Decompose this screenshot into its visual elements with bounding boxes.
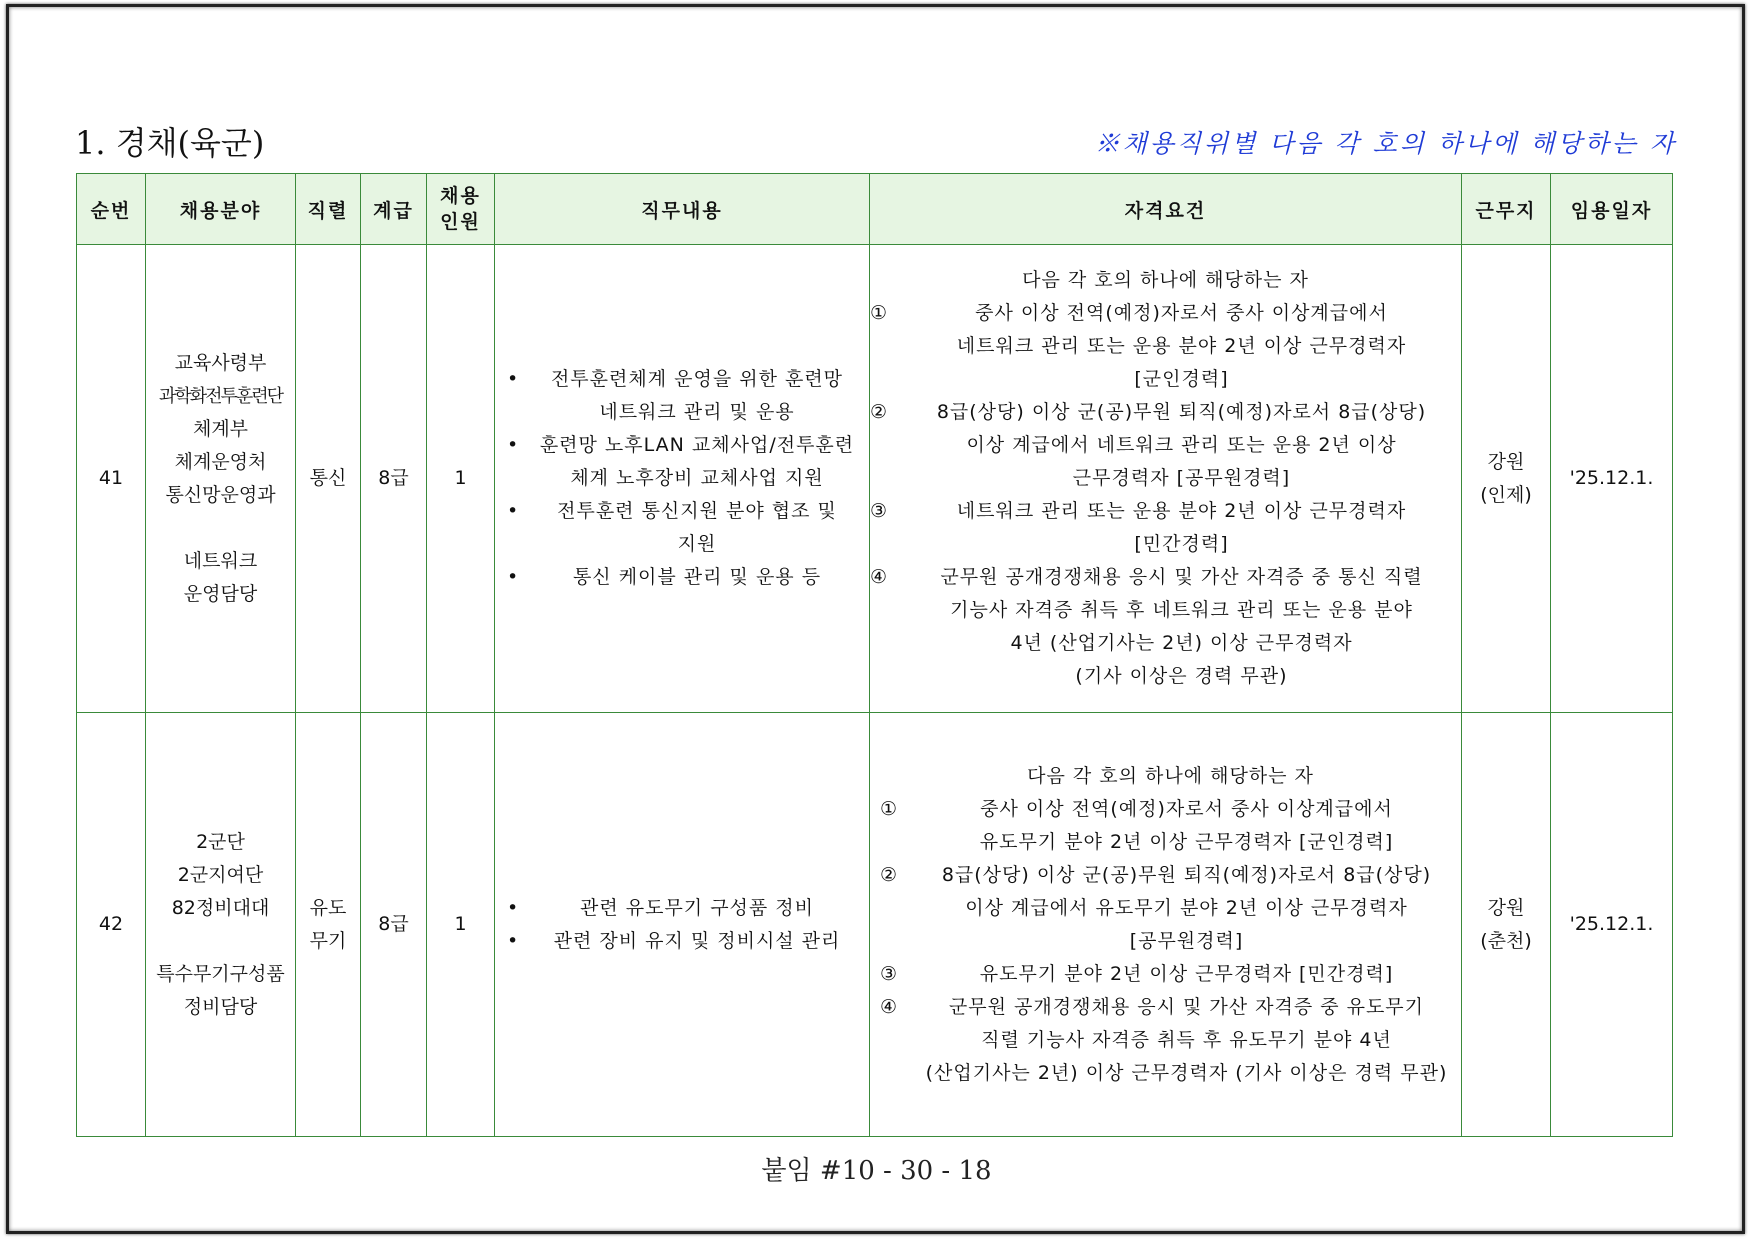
recruitment-table	[76, 173, 1673, 1137]
col-header-duties: 직무내용	[495, 174, 870, 245]
duty-item: • 전투훈련체계 운영을 위한 훈련망 네트워크 관리 및 운용	[507, 363, 869, 429]
row-no: 41	[77, 245, 146, 713]
qual-item: ③ 네트워크 관리 또는 운용 분야 2년 이상 근무경력자 [민간경력]	[870, 500, 1407, 555]
row-location: 강원 (인제)	[1462, 245, 1551, 713]
duty-item: • 전투훈련 통신지원 분야 협조 및 지원	[507, 495, 869, 561]
row-location: 강원 (춘천)	[1462, 713, 1551, 1137]
row-series: 유도 무기	[296, 713, 361, 1137]
col-header-field: 채용분야	[146, 174, 296, 245]
qual-item: ① 중사 이상 전역(예정)자로서 중사 이상계급에서 유도무기 분야 2년 이상 근무경력자 [군인경력]	[880, 797, 1394, 853]
qual-item: ② 8급(상당) 이상 군(공)무원 퇴직(예정)자로서 8급(상당) 이상 계급에서 유도무기 분야 2년 이상 근무경력자 [공무원경력]	[880, 863, 1432, 952]
table-row	[77, 713, 1673, 1137]
eligibility-note: ※채용직위별 다음 각 호의 하나에 해당하는 자	[1094, 129, 1677, 158]
row-date: '25.12.1.	[1551, 713, 1673, 1137]
row-field: 교육사령부 과학화전투훈련단 체계부 체계운영처 통신망운영과 네트워크 운영담당	[146, 245, 296, 713]
row-date: '25.12.1.	[1551, 245, 1673, 713]
qual-item: ④ 군무원 공개경쟁채용 응시 및 가산 자격증 중 통신 직렬 기능사 자격증 취득 후 네트워크 관리 또는 운용 분야 4년 (산업기사는 2년) 이상 근무경력자 (기사 이상은 경력 무관)	[870, 566, 1423, 687]
row-qualifications	[870, 245, 1462, 713]
col-header-count: 채용 인원	[427, 174, 495, 245]
row-grade: 8급	[361, 713, 427, 1137]
table-header-row	[77, 174, 1673, 245]
col-header-date: 임용일자	[1551, 174, 1673, 245]
duty-item: • 통신 케이블 관리 및 운용 등	[507, 561, 869, 594]
row-field: 2군단 2군지여단 82정비대대 특수무기구성품 정비담당	[146, 713, 296, 1137]
qual-item: ④ 군무원 공개경쟁채용 응시 및 가산 자격증 중 유도무기 직렬 기능사 자격증 취득 후 유도무기 분야 4년 (산업기사는 2년) 이상 근무경력자 (기사 이상은 경력 무관)	[880, 995, 1448, 1084]
qual-item: ② 8급(상당) 이상 군(공)무원 퇴직(예정)자로서 8급(상당) 이상 계급에서 네트워크 관리 또는 운용 2년 이상 근무경력자 [공무원경력]	[870, 401, 1427, 489]
col-header-qualifications: 자격요건	[870, 174, 1462, 245]
col-header-series: 직렬	[296, 174, 361, 245]
duty-item: • 훈련망 노후LAN 교체사업/전투훈련 체계 노후장비 교체사업 지원	[507, 429, 869, 495]
col-header-grade: 계급	[361, 174, 427, 245]
col-header-location: 근무지	[1462, 174, 1551, 245]
row-grade: 8급	[361, 245, 427, 713]
col-header-no: 순번	[77, 174, 146, 245]
qual-item: ① 중사 이상 전역(예정)자로서 중사 이상계급에서 네트워크 관리 또는 운용 분야 2년 이상 근무경력자 [군인경력]	[870, 302, 1407, 390]
row-duties	[495, 713, 870, 1137]
qual-head: 다음 각 호의 하나에 해당하는 자	[1027, 764, 1314, 787]
row-qualifications	[870, 713, 1462, 1137]
section-title: 1. 경채(육군)	[75, 124, 265, 162]
row-series: 통신	[296, 245, 361, 713]
row-duties	[495, 245, 870, 713]
row-count: 1	[427, 713, 495, 1137]
row-no: 42	[77, 713, 146, 1137]
row-count: 1	[427, 245, 495, 713]
qual-item: ③ 유도무기 분야 2년 이상 근무경력자 [민간경력]	[880, 962, 1394, 985]
page-footer: 붙임 #10 - 30 - 18	[761, 1156, 992, 1186]
duty-item: • 관련 유도무기 구성품 정비	[507, 892, 869, 925]
qual-head: 다음 각 호의 하나에 해당하는 자	[1022, 269, 1309, 291]
table-row	[77, 245, 1673, 713]
duty-item: • 관련 장비 유지 및 정비시설 관리	[507, 925, 869, 958]
